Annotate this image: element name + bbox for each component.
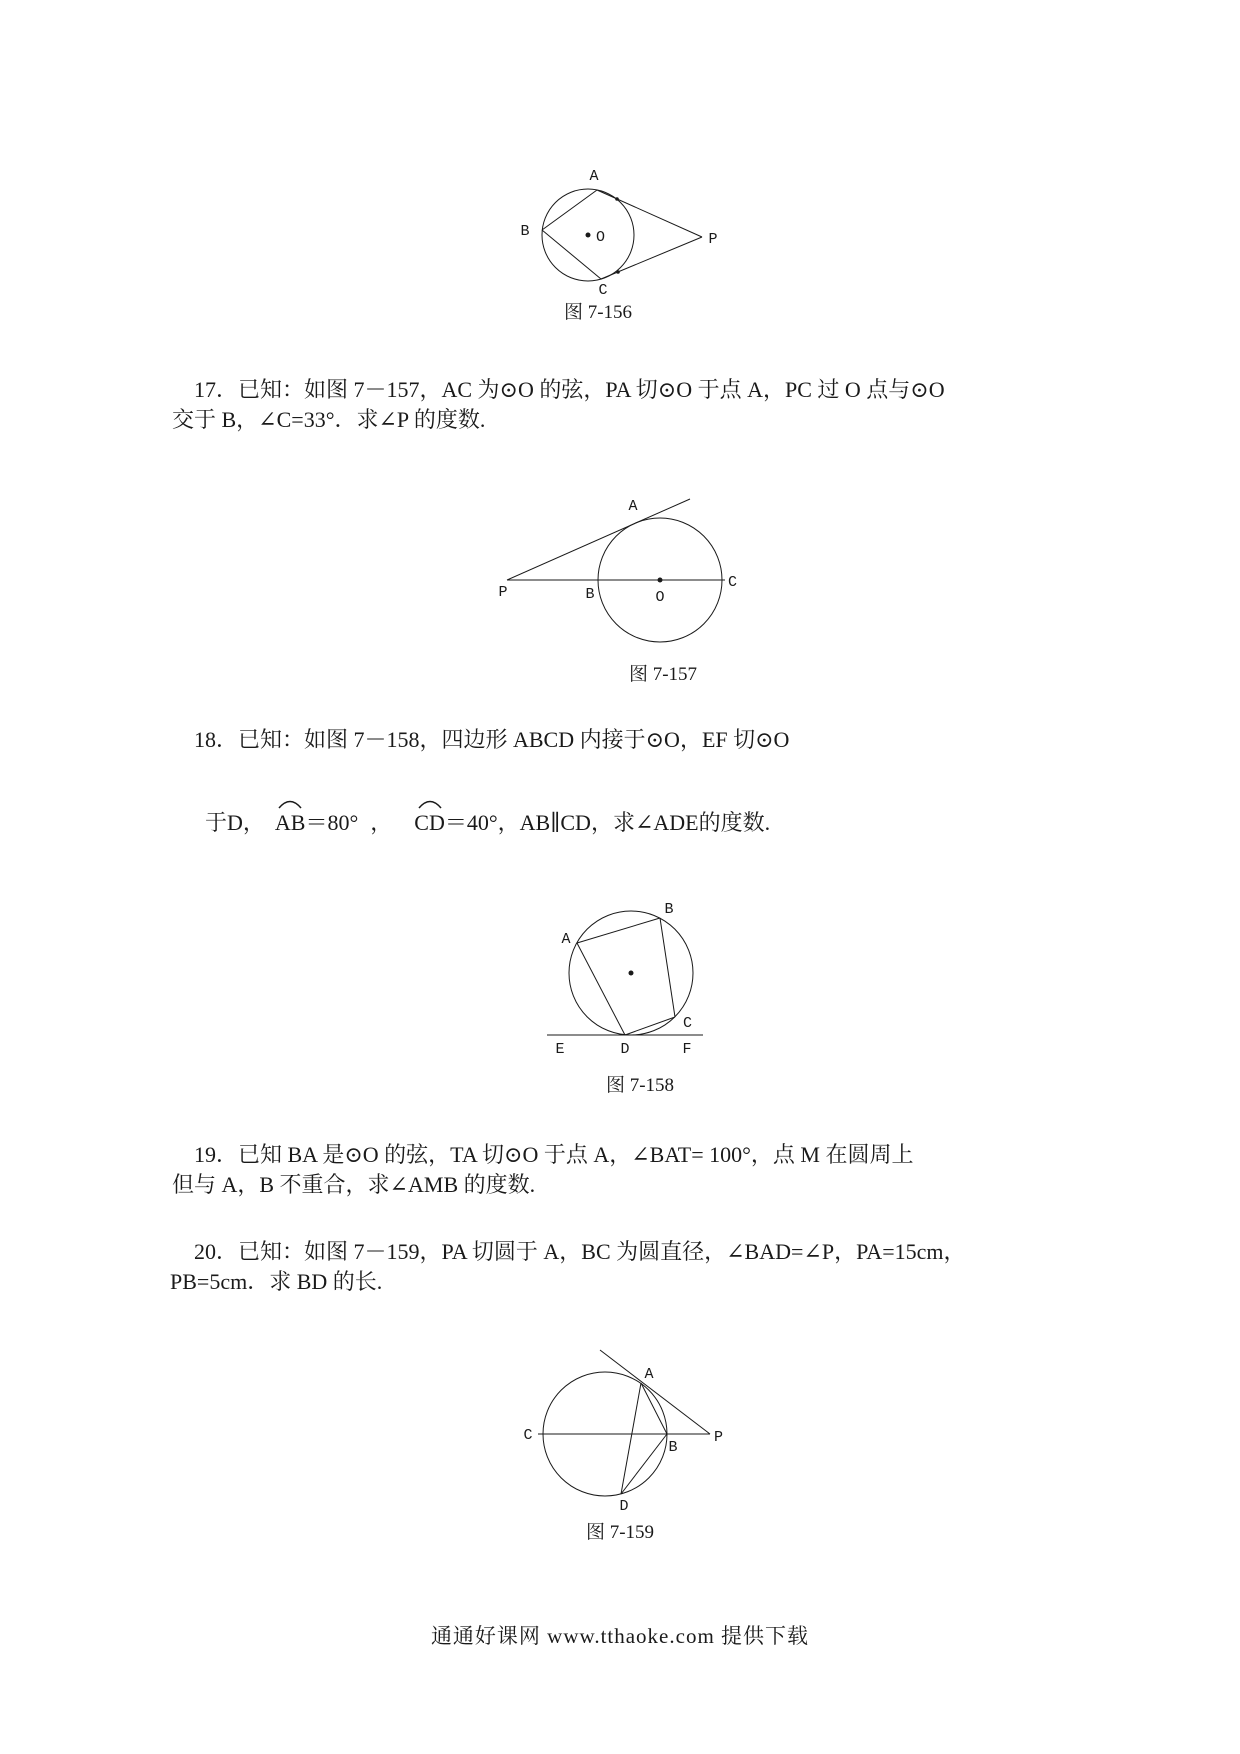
figure-7-156-caption: 图 7-156 bbox=[563, 302, 633, 323]
fig159-tangent-pa bbox=[600, 1350, 710, 1434]
figure-7-157-caption: 图 7-157 bbox=[628, 664, 698, 685]
fig157-label-c: C bbox=[728, 574, 738, 591]
figure-7-156 bbox=[455, 148, 745, 298]
fig158-label-b: B bbox=[664, 901, 674, 918]
fig156-tangent-ap bbox=[597, 190, 702, 237]
problem-17-line-2: 交于 B，∠C=33°．求∠P 的度数. bbox=[172, 407, 486, 432]
fig158-side-ab bbox=[577, 918, 660, 943]
formula-suffix: ，AB∥CD，求∠ADE的度数. bbox=[497, 810, 771, 835]
fig157-label-a: A bbox=[628, 498, 638, 515]
fig159-label-p: P bbox=[714, 1429, 724, 1446]
fig158-label-c: C bbox=[683, 1015, 693, 1032]
fig159-label-a: A bbox=[644, 1366, 654, 1383]
fig159-label-b: B bbox=[668, 1439, 678, 1456]
figure-7-157 bbox=[495, 480, 760, 655]
fig156-label-o: O bbox=[596, 229, 606, 246]
fig156-label-p: P bbox=[708, 231, 718, 248]
fig157-label-p: P bbox=[498, 584, 508, 601]
fig156-center-dot bbox=[586, 233, 591, 238]
arc-hat-icon bbox=[277, 800, 303, 809]
formula-prefix: 于D， bbox=[205, 810, 265, 835]
fig156-label-c: C bbox=[598, 282, 608, 298]
fig157-center-dot bbox=[658, 578, 663, 583]
fig158-label-e: E bbox=[555, 1041, 565, 1058]
fig159-label-c: C bbox=[523, 1427, 533, 1444]
fig156-label-b: B bbox=[520, 223, 530, 240]
fig158-side-da bbox=[577, 943, 625, 1035]
fig157-tangent-pa bbox=[507, 499, 690, 580]
figure-7-159 bbox=[520, 1340, 740, 1515]
problem-18-line-1: 18．已知：如图 7－158，四边形 ABCD 内接于⊙O，EF 切⊙O bbox=[194, 727, 790, 752]
fig156-tangency-dot-bottom bbox=[616, 270, 620, 274]
fig156-tangent-cp bbox=[601, 237, 702, 279]
problem-18-line-2 bbox=[205, 808, 770, 838]
problem-19-line-1: 19．已知 BA 是⊙O 的弦，TA 切⊙O 于点 A，∠BAT= 100°，点 M 在圆周上 bbox=[194, 1142, 914, 1167]
figure-7-159-caption: 图 7-159 bbox=[585, 1522, 655, 1543]
fig157-label-b: B bbox=[585, 586, 595, 603]
formula-eq1: ＝80° bbox=[305, 810, 359, 835]
problem-19-line-2: 但与 A，B 不重合，求∠AMB 的度数. bbox=[172, 1172, 536, 1197]
problem-17-line-1: 17．已知：如图 7－157，AC 为⊙O 的弦，PA 切⊙O 于点 A，PC 过 O 点与⊙O bbox=[194, 377, 945, 402]
problem-20-line-1: 20．已知：如图 7－159，PA 切圆于 A，BC 为圆直径，∠BAD=∠P，PA=15cm， bbox=[194, 1239, 966, 1264]
fig159-chord-bd bbox=[621, 1434, 667, 1494]
fig157-label-o: O bbox=[655, 589, 665, 606]
arc-cd bbox=[414, 808, 445, 838]
fig158-label-a: A bbox=[561, 931, 571, 948]
fig156-chord-ab bbox=[542, 190, 597, 230]
fig156-chord-bc bbox=[542, 230, 601, 279]
fig159-label-d: D bbox=[619, 1498, 629, 1515]
fig158-side-bc bbox=[660, 918, 675, 1017]
arc-ab bbox=[275, 808, 306, 838]
fig159-chord-ad bbox=[621, 1383, 641, 1494]
fig158-label-f: F bbox=[682, 1041, 692, 1058]
problem-20-line-2: PB=5cm．求 BD 的长. bbox=[170, 1269, 383, 1294]
fig158-center-dot bbox=[629, 971, 634, 976]
arc-cd-label: CD bbox=[414, 810, 445, 835]
fig158-label-d: D bbox=[620, 1041, 630, 1058]
formula-separator: ， bbox=[370, 810, 393, 835]
fig156-tangency-dot-top bbox=[615, 197, 619, 201]
footer-site-credit: 通通好课网 www.tthaoke.com 提供下载 bbox=[430, 1624, 810, 1648]
fig156-label-a: A bbox=[589, 168, 599, 185]
figure-7-158 bbox=[535, 888, 725, 1073]
formula-eq2: ＝40° bbox=[444, 810, 498, 835]
arc-ab-label: AB bbox=[274, 810, 306, 835]
arc-hat-icon bbox=[417, 800, 443, 809]
figure-7-158-caption: 图 7-158 bbox=[605, 1075, 675, 1096]
